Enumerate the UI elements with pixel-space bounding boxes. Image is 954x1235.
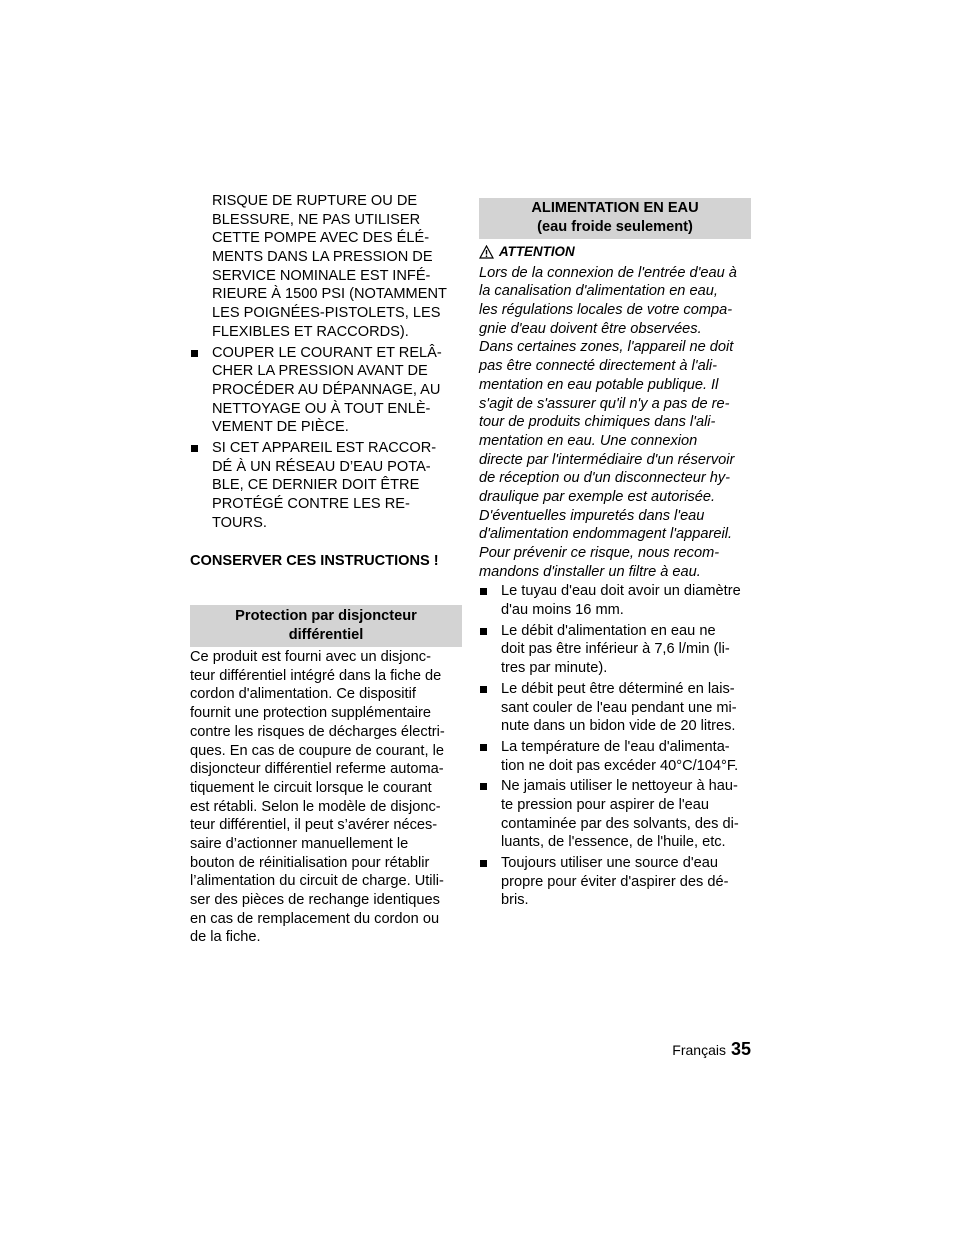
page-number: 35 [730,1039,751,1059]
text-line: saire d’actionner manuellement le [190,835,409,852]
text-line: contre les risques de décharges électri- [190,723,445,740]
text-line: tion ne doit pas excéder 40°C/104°F. [501,757,739,774]
heading-line: différentiel [288,626,364,643]
text-line: NETTOYAGE OU À TOUT ENLÈ- [212,400,431,417]
footer-language: Français [672,1042,726,1058]
text-line: est rétabli. Selon le modèle de disjonc- [190,798,441,815]
text-line: luants, de l'essence, de l'huile, etc. [501,834,726,851]
text-line: d'au moins 16 mm. [501,602,624,619]
text-line: ser des pièces de rechange identiques [190,892,440,908]
text-line: draulique par exemple est autorisée. [479,488,716,505]
text-line: nute dans un bidon vide de 20 litres. [501,718,736,735]
water-bullet-item [479,622,751,678]
text-line: Toujours utiliser une source d'eau [501,855,718,871]
text-line: RISQUE DE RUPTURE OU DE [212,193,418,209]
text-line: PROTÉGÉ CONTRE LES RE- [212,496,410,512]
text-line: FLEXIBLES ET RACCORDS). [212,323,409,340]
text-line: TOURS. [212,514,267,531]
text-line: VEMENT DE PIÈCE. [212,419,349,436]
water-bullet-item [479,777,751,852]
text-line: Ne jamais utiliser le nettoyeur à hau- [501,778,738,795]
text-line: bris. [501,892,529,909]
text-line: teur différentiel, il peut s’avérer néces- [190,817,438,834]
heading-line: Protection par disjoncteur [235,608,417,625]
text-line: pas être connecté directement à l'ali- [479,358,718,375]
text-line: tour de produits chimiques dans l'ali- [479,414,716,431]
text-line: BLE, CE DERNIER DOIT ÊTRE [212,477,420,494]
text-line: mentation en eau potable publique. Il [479,376,719,393]
text-line: PROCÉDER AU DÉPANNAGE, AU [212,381,441,398]
water-bullet-item [479,582,751,619]
text-line: Ce produit est fourni avec un disjonc- [190,649,431,666]
text-line: de la fiche. [190,929,261,946]
gfci-paragraph [190,648,462,947]
text-line: SI CET APPAREIL EST RACCOR- [212,439,437,456]
text-line: propre pour éviter d'aspirer des dé- [501,873,729,890]
text-line: Le tuyau d'eau doit avoir un diamètre [501,583,741,600]
text-line: CHER LA PRESSION AVANT DE [212,363,428,380]
text-line: tiquement le circuit lorsque le courant [190,779,432,796]
text-line: l’alimentation du circuit de charge. Utili- [190,873,444,890]
text-line: La température de l'eau d'alimenta- [501,738,730,755]
heading-line: (eau froide seulement) [537,218,693,235]
warning-bullet-item [190,344,462,437]
text-line: d'alimentation endommagent l'appareil. [479,526,733,543]
text-line: disjoncteur différentiel referme automa- [190,761,444,778]
water-bullet-item [479,738,751,775]
text-line: contaminée par des solvants, des di- [501,815,739,832]
water-bullet-item [479,854,751,910]
text-line: doit pas être inférieur à 7,6 l/min (li- [501,641,730,658]
text-line: Lors de la connexion de l'entrée d'eau à [479,264,737,281]
right-column [479,198,751,910]
text-line: s'agit de s'assurer qu'il n'y a pas de re- [479,395,730,412]
text-line: Le débit peut être déterminé en lais- [501,680,735,697]
warning-bullet-item [190,439,462,532]
text-line: gnie d'eau doivent être observées. [479,320,702,337]
text-line: fournit une protection supplémentaire [190,705,431,722]
text-line: Dans certaines zones, l'appareil ne doit [479,339,734,356]
left-column [190,192,462,947]
text-line: D'éventuelles impuretés dans l'eau [479,507,705,524]
water-supply-heading [479,198,751,239]
text-line: CETTE POMPE AVEC DES ÉLÉ- [212,230,430,247]
attention-label [479,243,751,262]
text-line: LES POIGNÉES-PISTOLETS, LES [212,305,441,322]
text-line: Le débit d'alimentation en eau ne [501,622,716,639]
text-line: mandons d'installer un filtre à eau. [479,563,701,580]
continued-warning-item [190,192,462,342]
warning-triangle-icon [479,245,494,259]
text-line: teur différentiel intégré dans la fiche de [190,667,442,684]
text-line: BLESSURE, NE PAS UTILISER [212,211,421,228]
text-line: Pour prévenir ce risque, nous recom- [479,545,720,561]
page-footer [672,1039,751,1060]
attention-paragraph [479,264,751,582]
text-line: tres par minute). [501,660,608,677]
text-line: de réception ou d'un disconnecteur hy- [479,470,731,487]
save-instructions-heading: CONSERVER CES INSTRUCTIONS ! [190,553,439,570]
text-line: COUPER LE COURANT ET RELÂ- [212,344,442,361]
text-line: la canalisation d'alimentation en eau, [479,283,718,300]
text-line: sant couler de l'eau pendant une mi- [501,699,737,716]
text-line: ques. En cas de coupure de courant, le [190,742,444,759]
text-line: bouton de réinitialisation pour rétablir [190,854,430,871]
text-line: mentation en eau. Une connexion [479,432,698,449]
text-line: en cas de remplacement du cordon ou [190,910,440,927]
text-line: cordon d'alimentation. Ce dispositif [190,686,416,703]
heading-line: ALIMENTATION EN EAU [531,200,699,216]
text-line: RIEURE À 1500 PSI (NOTAMMENT [212,286,447,303]
text-line: les régulations locales de votre compa- [479,302,733,319]
text-line: te pression pour aspirer de l'eau [501,796,710,813]
attention-text: ATTENTION [499,244,575,259]
text-line: DÉ À UN RÉSEAU D’EAU POTA- [212,458,431,475]
water-bullet-item [479,680,751,736]
text-line: MENTS DANS LA PRESSION DE [212,249,433,266]
gfci-section-heading [190,605,462,647]
text-line: directe par l'intermédiaire d'un réservoir [479,451,735,468]
text-line: SERVICE NOMINALE EST INFÉ- [212,267,431,284]
